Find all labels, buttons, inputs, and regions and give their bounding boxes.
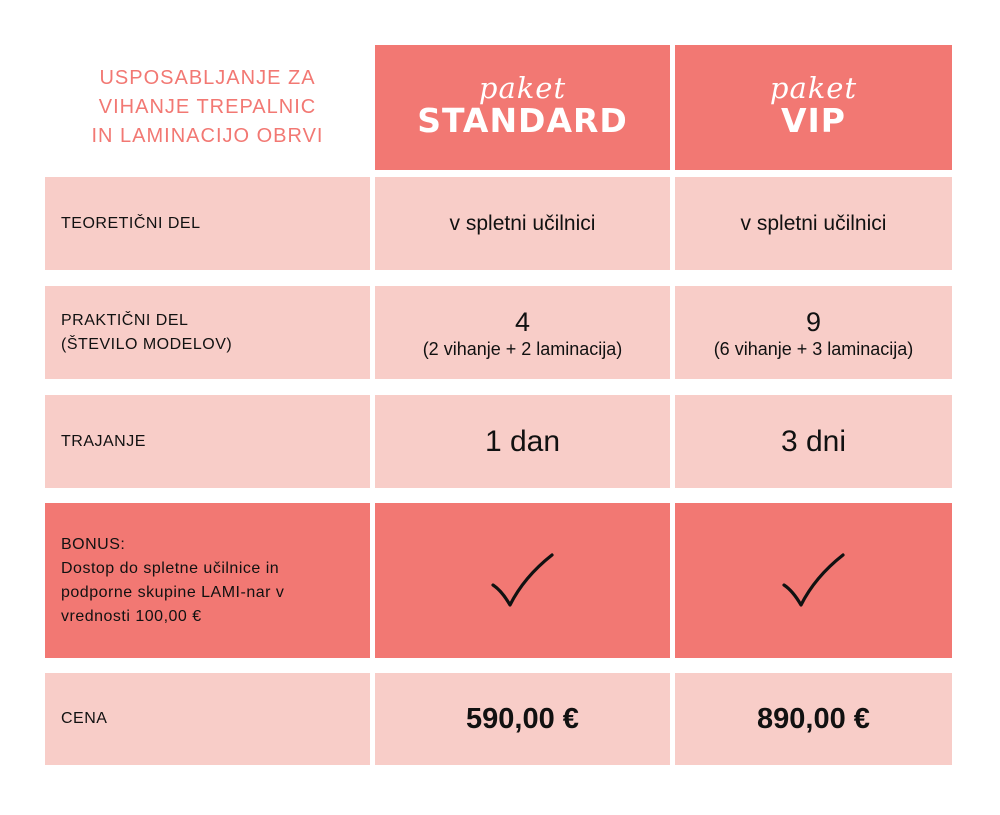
cell-value: v spletni učilnici [740,211,887,235]
practice-standard-cell [375,286,670,379]
theory-vip-cell [675,177,952,270]
duration-standard-cell [375,395,670,488]
package-name: STANDARD [417,100,628,140]
practice-vip-cell [675,286,952,379]
title-line: IN LAMINACIJO OBRVI [91,125,324,147]
row-label-price [45,673,370,765]
row-label-text: (ŠTEVILO MODELOV) [61,335,233,353]
duration-vip-cell [675,395,952,488]
row-label-text: BONUS: [61,535,126,553]
row-label-bonus [45,503,370,658]
row-label-text: PRAKTIČNI DEL [61,311,189,329]
row-label-text: Dostop do spletne učilnice in [61,559,280,577]
package-script-label: paket [769,70,858,105]
row-label-duration [45,395,370,488]
model-detail: (2 vihanje + 2 laminacija) [422,338,623,359]
row-label-theory [45,177,370,270]
row-label-text: TEORETIČNI DEL [61,214,201,232]
price-vip-cell [675,673,952,765]
row-label-text: TRAJANJE [61,432,146,450]
price-value: 590,00 € [466,702,579,735]
title-line: VIHANJE TREPALNIC [98,96,317,118]
package-name: VIP [780,100,846,140]
table-title [45,45,370,170]
package-header-vip [675,45,952,170]
package-script-label: paket [478,70,567,105]
checkmark-icon [781,551,847,611]
bonus-vip-cell [675,503,952,658]
model-detail: (6 vihanje + 3 laminacija) [713,338,914,359]
model-count: 4 [514,306,531,337]
cell-value: 3 dni [780,424,847,458]
theory-standard-cell [375,177,670,270]
row-label-text: podporne skupine LAMI-nar v [61,583,285,601]
cell-value: 1 dan [484,424,561,458]
bonus-standard-cell [375,503,670,658]
price-standard-cell [375,673,670,765]
checkmark-icon [490,551,556,611]
row-label-practice [45,286,370,379]
package-header-standard [375,45,670,170]
title-line: USPOSABLJANJE ZA [99,67,316,89]
row-label-text: vrednosti 100,00 € [61,607,202,625]
price-value: 890,00 € [757,702,870,735]
model-count: 9 [805,306,822,337]
row-label-text: CENA [61,710,108,727]
cell-value: v spletni učilnici [449,211,596,235]
